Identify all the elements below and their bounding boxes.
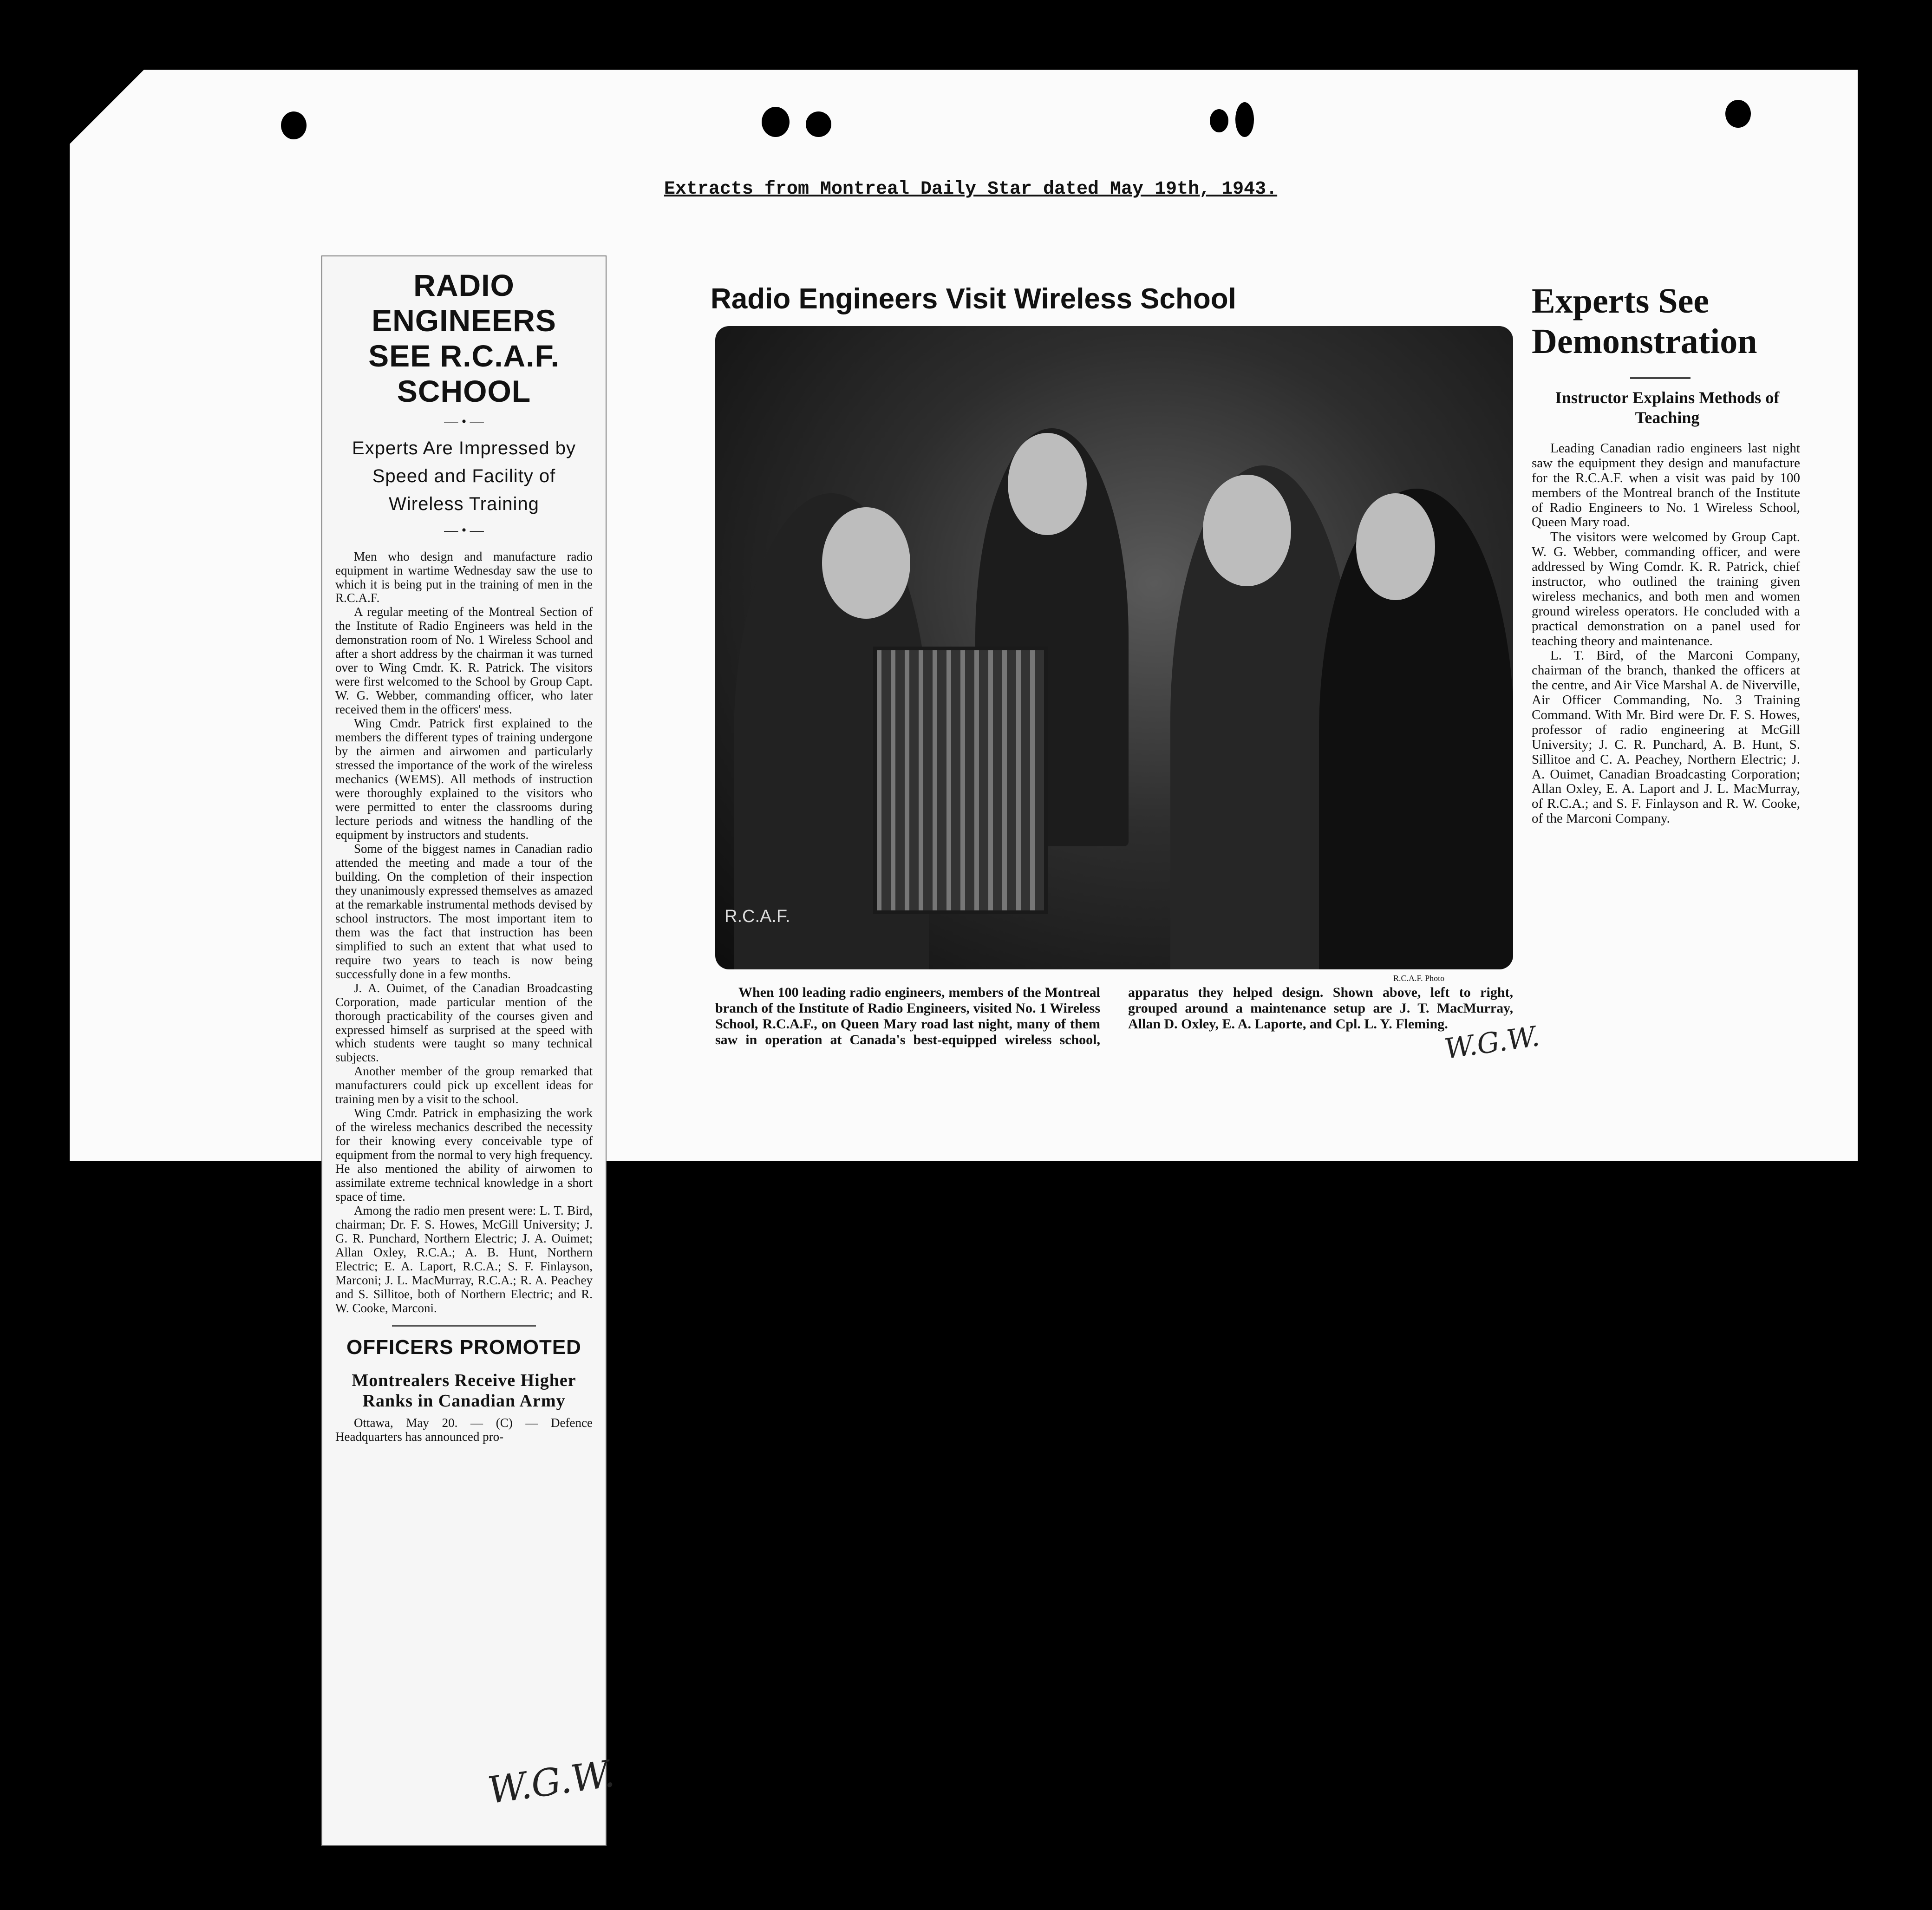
punch-hole bbox=[281, 111, 307, 139]
photo-watermark: R.C.A.F. bbox=[724, 907, 790, 926]
punch-hole bbox=[806, 111, 831, 137]
right-paragraph: Leading Canadian radio engineers last night saw the equipment they design and manufacture for the R.C.A.F. when a visit was paid by 100 members of the Montreal branch of the Institute of Radio Engineers to No. 1 Wireless School, Queen Mary road. bbox=[1532, 441, 1800, 530]
divider-ornament: — • — bbox=[444, 413, 484, 429]
right-paragraph: The visitors were welcomed by Group Capt. W. G. Webber, commanding officer, and were addressed by Wing Comdr. K. R. Patrick, chief instructor, who outlined the training given wireless mechanics, and both men and women ground wireless operators. He concluded with a practical demonstration on a panel used for teaching theory and maintenance. bbox=[1532, 530, 1800, 648]
sheet-corner-cut bbox=[70, 70, 144, 144]
left-article-body bbox=[335, 550, 593, 1315]
document-header: Extracts from Montreal Daily Star dated May 19th, 1943. bbox=[664, 179, 1278, 200]
radio-apparatus bbox=[873, 647, 1048, 914]
person-face bbox=[1203, 475, 1291, 586]
right-headline: Experts See Demonstration bbox=[1532, 281, 1757, 361]
person-face bbox=[1008, 433, 1087, 535]
left-paragraph: Wing Cmdr. Patrick in emphasizing the work of the wireless mechanics described the necessity for their knowing every conceivable type of equipment from the normal to very high frequency. He also mentioned the ability of airwomen to assimilate extreme technical knowledge in a short space of time. bbox=[335, 1106, 593, 1204]
handwritten-initials: W.G.W. bbox=[485, 1752, 617, 1812]
person-face bbox=[1356, 493, 1435, 600]
left-subhead: Experts Are Impressed by Speed and Facility of Wireless Training bbox=[352, 438, 576, 514]
officers-paragraph: Ottawa, May 20. — (C) — Defence Headquarters has announced pro- bbox=[335, 1415, 593, 1444]
left-paragraph: Men who design and manufacture radio equipment in wartime Wednesday saw the use to which it is being put in the training of men in the R.C.A.F. bbox=[335, 549, 593, 605]
person-face bbox=[822, 507, 910, 619]
officers-headline: OFFICERS PROMOTED bbox=[346, 1335, 581, 1359]
photo-credit: R.C.A.F. Photo bbox=[1393, 974, 1445, 983]
officers-subhead: Montrealers Receive Higher Ranks in Canadian Army bbox=[352, 1371, 576, 1411]
right-article-body bbox=[1532, 441, 1800, 826]
officers-body bbox=[335, 1416, 593, 1444]
photo-caption bbox=[715, 985, 1513, 1048]
punch-hole bbox=[1725, 100, 1751, 128]
right-paragraph: L. T. Bird, of the Marconi Company, chairman of the branch, thanked the officers at the centre, and Air Vice Marshal A. de Niverville, Air Officer Commanding, No. 3 Training Command. With Mr. Bird were Dr. F. S. Howes, professor of radio engineering at McGill University; J. C. R. Punchard, A. B. Hunt, S. Sillitoe and C. A. Peachey, Northern Electric; J. A. Ouimet, Canadian Broadcasting Corporation; Allan Oxley, E. A. Laport and J. L. MacMurray, of R.C.A.; and S. F. Finlayson and R. W. Cooke, of the Marconi Company. bbox=[1532, 648, 1800, 826]
caption-text: When 100 leading radio engineers, members of the Montreal branch of the Institute of Radio Engineers, visited No. 1 Wireless School, R.C.A.F., on Queen Mary road last night, many of them saw in operation at Canada's best-equipped wireless school, apparatus they helped design. Shown above, left to right, grouped around a maintenance setup are J. T. MacMurray, Allan D. Oxley, E. A. Laporte, and Cpl. L. Y. Fleming. bbox=[715, 985, 1513, 1047]
left-paragraph: A regular meeting of the Montreal Section of the Institute of Radio Engineers was held in the demonstration room of No. 1 Wireless School and after a short address by the chairman it was turned over to Wing Cmdr. K. R. Patrick. The visitors were first welcomed to the School by Group Capt. W. G. Webber, commanding officer, who later received them in the officers' mess. bbox=[335, 605, 593, 717]
left-paragraph: J. A. Ouimet, of the Canadian Broadcasting Corporation, made particular mention of the thorough practicability of the courses given and expressed himself as surprised at the speed with which students were taught so many technical subjects. bbox=[335, 981, 593, 1065]
right-subhead: Instructor Explains Methods of Teaching bbox=[1555, 388, 1780, 427]
punch-hole bbox=[1235, 102, 1254, 137]
left-paragraph: Among the radio men present were: L. T. Bird, chairman; Dr. F. S. Howes, McGill University; J. G. R. Punchard, Northern Electric; J. A. Ouimet; Allan Oxley, R.C.A.; A. B. Hunt, Northern Electric; E. A. Laport, R.C.A.; S. F. Finlayson, Marconi; J. L. MacMurray, R.C.A.; R. A. Peachey and S. Sillitoe, both of Northern Electric; and R. W. Cooke, Marconi. bbox=[335, 1204, 593, 1315]
left-clipping bbox=[321, 255, 607, 1846]
middle-headline: Radio Engineers Visit Wireless School bbox=[711, 283, 1236, 315]
divider-ornament: — • — bbox=[444, 522, 484, 538]
left-paragraph: Wing Cmdr. Patrick first explained to the members the different types of training undergone by the airmen and airwomen and particularly stressed the importance of the work of the wireless mechanics (WEMS). All methods of instruction were thoroughly explained to the visitors who were permitted to enter the classrooms during lecture periods and witness the handling of the equipment by instructors and students. bbox=[335, 716, 593, 842]
punch-hole bbox=[1210, 109, 1228, 132]
left-headline-line-1: RADIO ENGINEERS bbox=[372, 268, 556, 338]
section-rule bbox=[392, 1325, 536, 1327]
handwritten-initials: W.G.W. bbox=[1442, 1020, 1542, 1066]
punch-hole bbox=[762, 107, 790, 137]
left-headline-line-2: SEE R.C.A.F. SCHOOL bbox=[368, 338, 560, 408]
news-photo bbox=[715, 326, 1513, 969]
left-paragraph: Some of the biggest names in Canadian radio attended the meeting and made a tour of the building. On the completion of their inspection they unanimously expressed themselves as amazed at the remarkable instrumental methods devised by school instructors. The most important item to them was the fact that instruction has been simplified to such an extent that what used to require two years to teach is now being successfully done in a few months. bbox=[335, 841, 593, 981]
headline-rule bbox=[1630, 377, 1690, 379]
left-paragraph: Another member of the group remarked that manufacturers could pick up excellent ideas for training men by a visit to the school. bbox=[335, 1064, 593, 1106]
